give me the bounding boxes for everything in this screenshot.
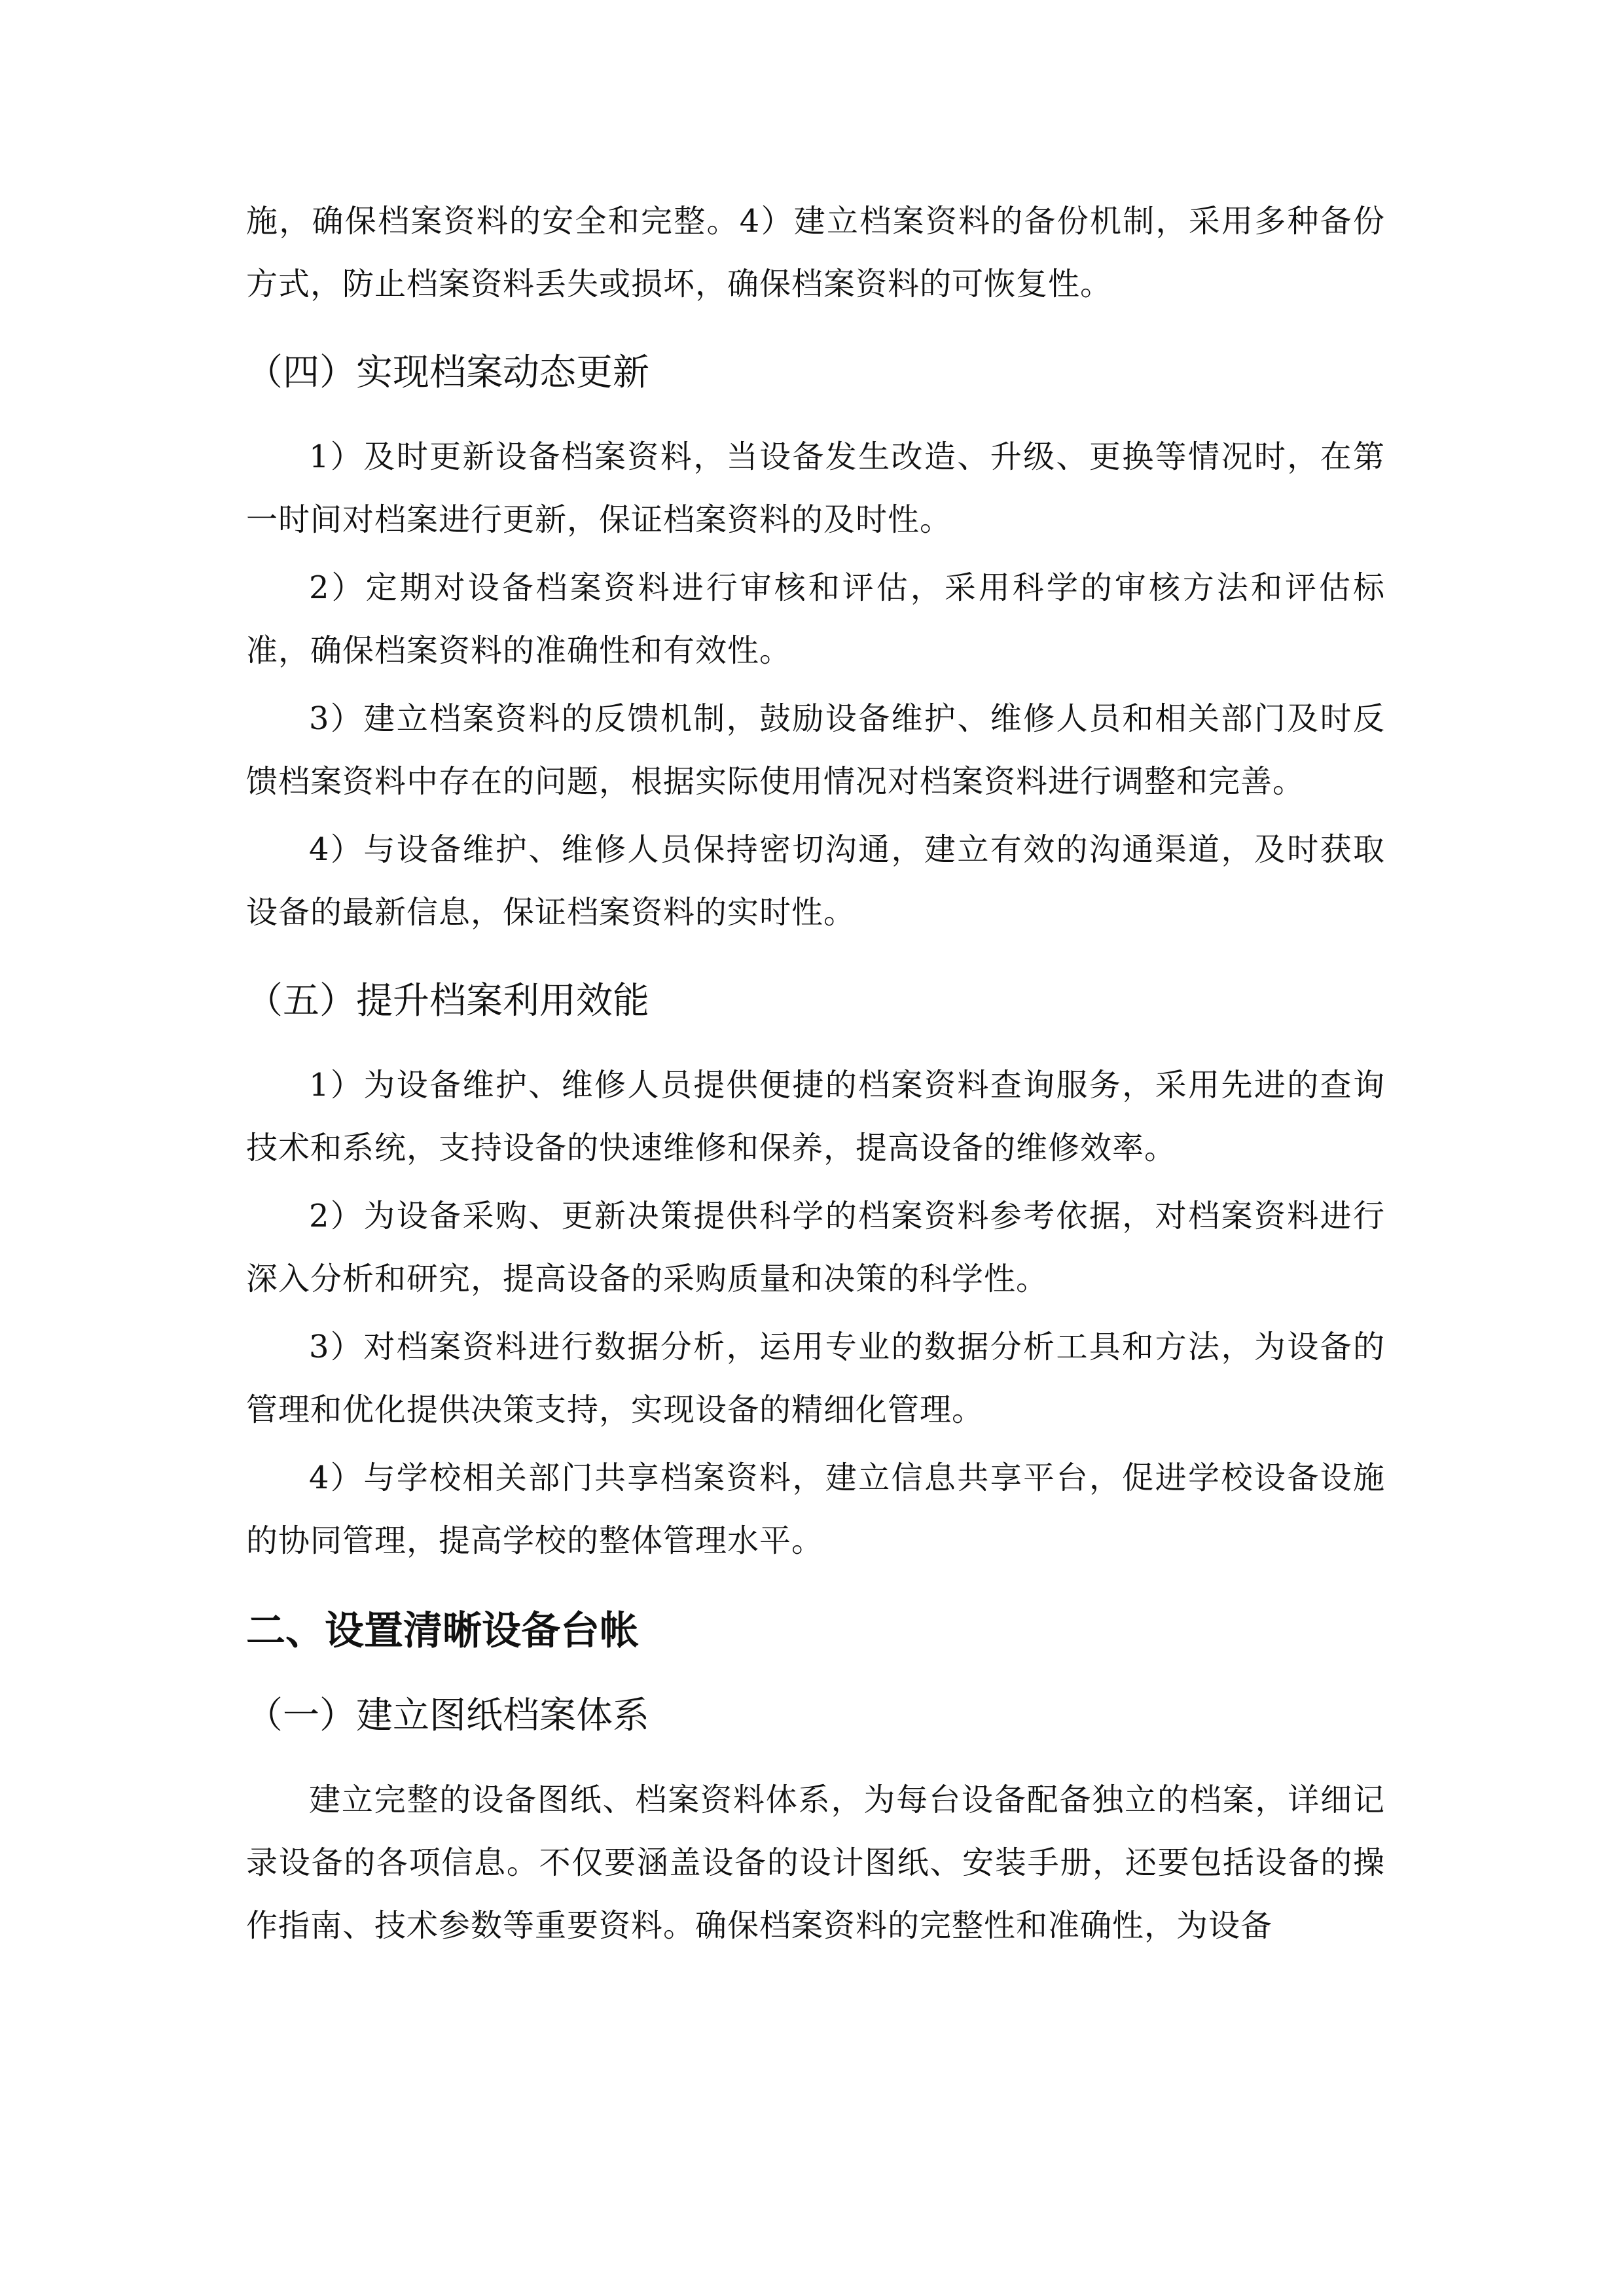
section5-item-3: 3）对档案资料进行数据分析，运用专业的数据分析工具和方法，为设备的管理和优化提供决策支持，实现设备的精细化管理。 <box>246 1329 1385 1428</box>
section4-item-2: 2）定期对设备档案资料进行审核和评估，采用科学的审核方法和评估标准，确保档案资料的准确性和有效性。 <box>246 569 1385 669</box>
subsection-heading-2-1: （一）建立图纸档案体系 <box>246 1695 649 1737</box>
section4-item-4: 4）与设备维护、维修人员保持密切沟通，建立有效的沟通渠道，及时获取设备的最新信息，保证档案资料的实时性。 <box>246 831 1385 931</box>
section-heading-5: （五）提升档案利用效能 <box>246 980 649 1022</box>
section5-item-1: 1）为设备维护、维修人员提供便捷的档案资料查询服务，采用先进的查询技术和系统，支持设备的快速维修和保养，提高设备的维修效率。 <box>246 1067 1385 1166</box>
section4-item-3: 3）建立档案资料的反馈机制，鼓励设备维护、维修人员和相关部门及时反馈档案资料中存在的问题，根据实际使用情况对档案资料进行调整和完善。 <box>246 700 1385 800</box>
section4-item-1: 1）及时更新设备档案资料，当设备发生改造、升级、更换等情况时，在第一时间对档案进行更新，保证档案资料的及时性。 <box>246 439 1385 538</box>
subsection-2-1-paragraph: 建立完整的设备图纸、档案资料体系，为每台设备配备独立的档案，详细记录设备的各项信息。不仅要涵盖设备的设计图纸、安装手册，还要包括设备的操作指南、技术参数等重要资料。确保档案资料的完整性和准确性，为设备 <box>246 1782 1385 1944</box>
intro-paragraph: 施，确保档案资料的安全和完整。4）建立档案资料的备份机制，采用多种备份方式，防止档案资料丢失或损坏，确保档案资料的可恢复性。 <box>246 203 1385 302</box>
chapter-heading-2: 二、设置清晰设备台帐 <box>246 1608 639 1654</box>
section-heading-4: （四）实现档案动态更新 <box>246 351 649 394</box>
section5-item-2: 2）为设备采购、更新决策提供科学的档案资料参考依据，对档案资料进行深入分析和研究，提高设备的采购质量和决策的科学性。 <box>246 1198 1385 1297</box>
section5-item-4: 4）与学校相关部门共享档案资料，建立信息共享平台，促进学校设备设施的协同管理，提高学校的整体管理水平。 <box>246 1460 1385 1559</box>
document-page <box>246 190 1385 1957</box>
